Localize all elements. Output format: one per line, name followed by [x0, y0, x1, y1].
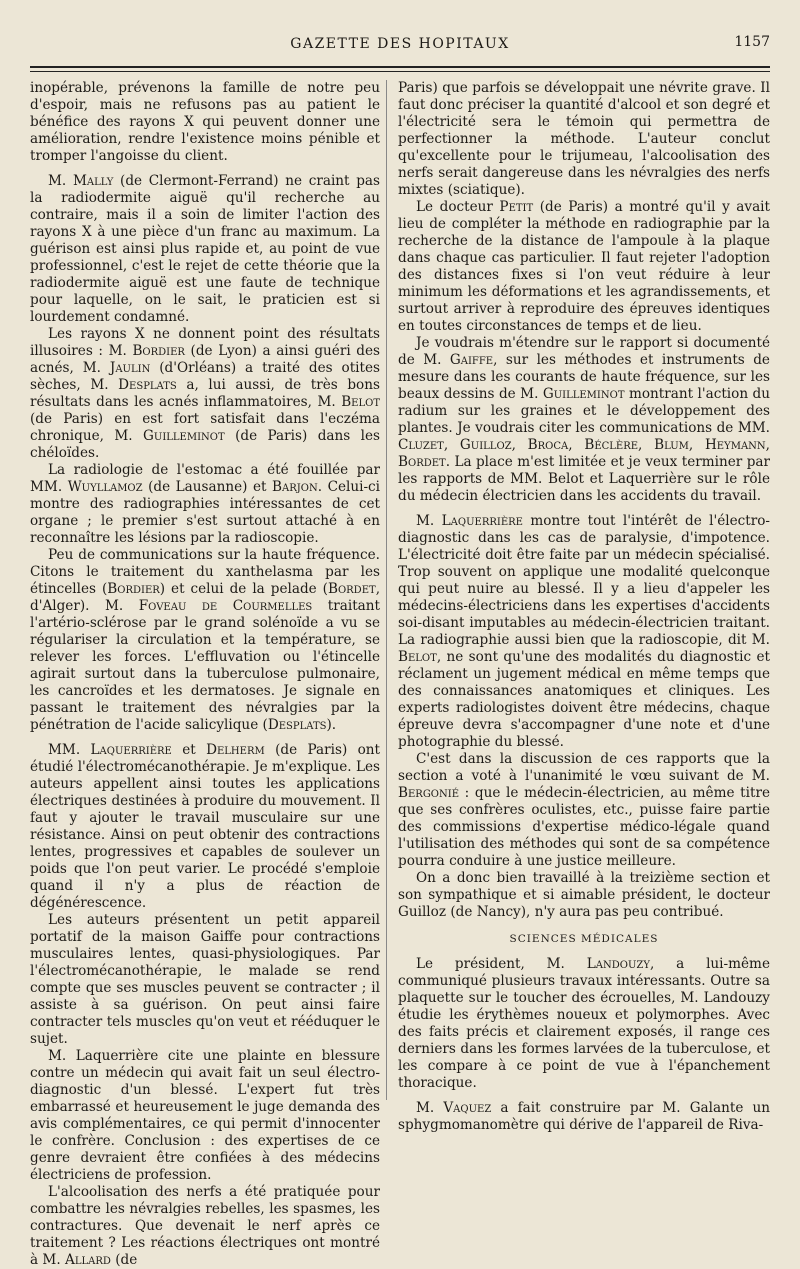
- author-name: Mally: [72, 173, 114, 189]
- paragraph: [398, 1100, 770, 1134]
- text-run: Le président, M.: [416, 956, 587, 972]
- text-run: M.: [48, 173, 73, 189]
- text-run: Je voudrais m'étendre sur le rapport si documenté de M.: [398, 335, 770, 368]
- text-run: : que le médecin-électricien, au même titre que ses confrères oculistes, etc., puisse faire partie des commissions d'expertise médico-légale quand l'utilisation des méthodes qui sont de sa compétence pourra conduire à une justice meilleure.: [398, 785, 770, 869]
- section-title: SCIENCES MÉDICALES: [509, 933, 659, 945]
- text-run: , a lui-même communiqué plusieurs travaux intéressants. Outre sa plaquette sur le toucher des écrouelles, M. Landouzy étudie les érythèmes noueux et polymorphes. Avec des faits précis et clairement exposés, il range ces derniers dans les formes larvées de la tuberculose, et les compare à ce point de vue à l'épanchement thoracique.: [398, 956, 770, 1091]
- paragraph: [398, 956, 770, 1092]
- text-run: a fait construire par M. Galante un sphygmomanomètre qui dérive de l'appareil de Riva-: [398, 1100, 770, 1133]
- paragraph: [30, 1184, 380, 1269]
- text-run: On a donc bien travaillé à la treizième section et son sympathique et si aimable président, le docteur Guilloz (de Nancy), n'y aura pas peu contribué.: [398, 870, 770, 920]
- paragraph: [398, 513, 770, 751]
- paragraph: [30, 547, 380, 734]
- text-run: . La place m'est limitée et je veux terminer par les rapports de MM. Belot et Laquerrière sur le rôle du médecin électricien dans les accidents du travail.: [398, 454, 770, 504]
- author-name: Bordier: [107, 581, 160, 597]
- text-run: traitant l'artério-sclérose par le grand solénoïde a vu se régulariser la circulation et la température, se relever les forces. L'effluvation ou l'étincelle agirait surtout dans la tuberculose pulmonaire, les cancroïdes et les dermatoses. Je signale en passant le traitement des névralgies par la pénétration de l'acide salicylique (: [30, 598, 380, 733]
- author-name: Desplats: [118, 377, 177, 393]
- text-run: La radiologie de l'estomac a été fouillée par MM.: [30, 462, 380, 495]
- author-name: Cluzet, Guilloz, Broca, Béclère, Blum, Heymann, Bordet: [398, 437, 770, 470]
- text-run: Le docteur: [416, 199, 500, 215]
- author-name: Barjon: [272, 479, 318, 495]
- author-name: Petit: [499, 199, 534, 215]
- author-name: Desplats: [267, 717, 327, 733]
- text-run: (de Clermont-Ferrand) ne craint pas la radiodermite aiguë qu'il recherche au contraire, mais il a soin de limiter l'action des rayons X à une pièce d'un franc au maximum. La guérison est ainsi plus rapide et, au point de vue professionnel, c'est le rejet de cette théorie que la radiodermite aiguë est une faute de technique pour laquelle, on le sait, le praticien est si lourdement condamné.: [30, 173, 380, 325]
- text-run: inopérable, prévenons la famille de notre peu d'espoir, mais ne refusons pas au patient le bénéfice des rayons X qui peuvent donner une amélioration, rendre l'existence moins pénible et tromper l'angoisse du client.: [30, 80, 380, 164]
- text-run: L'alcoolisation des nerfs a été pratiquée pour combattre les névralgies rebelles, les spasmes, les contractures. Que devenait le nerf après ce traitement ? Les réactions électriques ont montré à M.: [30, 1184, 380, 1268]
- text-run: M.: [416, 1100, 444, 1116]
- text-run: et: [171, 742, 207, 758]
- text-run: , d'Alger). M.: [30, 581, 381, 614]
- paragraph: [30, 80, 380, 165]
- author-name: Laquerrière: [90, 742, 172, 758]
- text-run: C'est dans la discussion de ces rapports que la section a voté à l'unanimité le vœu suivant de M.: [398, 751, 770, 784]
- text-run: montrant l'action du radium sur les graines et le développement des plantes. Je voudrais citer les communications de MM.: [398, 386, 770, 436]
- author-name: Belot: [341, 394, 380, 410]
- author-name: Gaiffe: [449, 352, 494, 368]
- author-name: Delherm: [206, 742, 265, 758]
- header-rule-thick: [30, 66, 770, 68]
- author-name: Bordier: [132, 343, 185, 359]
- text-run: (de: [110, 1252, 138, 1268]
- text-run: MM.: [48, 742, 91, 758]
- page-header: [30, 36, 770, 58]
- author-name: Laquerrière: [441, 513, 523, 529]
- author-name: Bergonié: [398, 785, 460, 801]
- paragraph: [30, 326, 380, 462]
- column-divider: [386, 80, 387, 1100]
- author-name: Vaquez: [443, 1100, 492, 1116]
- left-column: [30, 80, 380, 1269]
- paragraph: [398, 80, 770, 199]
- text-run: (d'Orléans) a traité des otites sèches, M.: [30, 360, 380, 393]
- text-run: , ne sont qu'une des modalités du diagnostic et réclament un jugement médical en même temps que des connaissances anatomiques et cliniques. Les experts radiologistes doivent être médecins, chaque épreuve devra s'accompagner d'une note et d'une photographie du blessé.: [398, 649, 770, 750]
- text-run: M. Laquerrière cite une plainte en blessure contre un médecin qui avait fait un seul électro-diagnostic d'un blessé. L'expert fut très embarrassé et heureusement le juge demanda des avis complémentaires, ce qui permit d'innocenter le confrère. Conclusion : des expertises de ce genre devraient être confiées à des médecins électriciens de profession.: [30, 1048, 380, 1183]
- author-name: Guilleminot: [542, 386, 625, 402]
- text-run: (de Paris) en est fort satisfait dans l'eczéma chronique, M.: [30, 411, 380, 444]
- text-run: ) et celui de la pelade (: [159, 581, 328, 597]
- text-run: ).: [326, 717, 337, 733]
- text-run: , sur les méthodes et instruments de mesure dans les courants de haute fréquence, sur les beaux dessins de M.: [398, 352, 770, 402]
- text-run: Les auteurs présentent un petit appareil portatif de la maison Gaiffe pour contractions musculaires lentes, quasi-physiologiques. Par l'électromécanothérapie, le malade se rend compte que ses muscles peuvent se contracter ; il assiste à sa guérison. On peut ainsi faire contracter tels muscles qu'on veut et rééduquer le sujet.: [30, 912, 380, 1047]
- paragraph: [398, 335, 770, 505]
- paragraph: [398, 199, 770, 335]
- right-column: [398, 80, 770, 1134]
- text-run: montre tout l'intérêt de l'électro-diagnostic dans les cas de paralysie, d'impotence. L'électricité doit être faite par un médecin spécialisé. Trop souvent on applique une modalité quelconque qui peut nuire au blessé. Il y a lieu d'appeler les médecins-électriciens dans les expertises d'accidents soi-disant imputables au médecin-électricien traitant. La radiographie aussi bien que la radioscopie, dit M.: [398, 513, 771, 648]
- paragraph: [30, 173, 380, 326]
- running-title: GAZETTE DES HOPITAUX: [290, 36, 510, 52]
- page-number: 1157: [734, 34, 770, 50]
- author-name: Landouzy: [586, 956, 650, 972]
- text-run: a, lui aussi, de très bons résultats dans les acnés inflammatoires, M.: [30, 377, 380, 410]
- author-name: Belot: [398, 649, 437, 665]
- text-run: (de Paris) ont étudié l'électromécanothérapie. Je m'explique. Les auteurs appellent ainsi toutes les applications électriques destinées à produire du mouvement. Il faut y ajouter le travail musculaire sur une résistance. Ainsi on peut obtenir des contractions lentes, progressives et capables de soulever un poids que l'on peut varier. Le procédé s'emploie quand il n'y a plus de réaction de dégénérescence.: [30, 742, 381, 911]
- text-run: (de Lyon) a ainsi guéri des acnés, M.: [30, 343, 380, 376]
- text-run: (de Lausanne) et: [142, 479, 273, 495]
- header-rule-thin: [30, 71, 770, 72]
- text-run: Peu de communications sur la haute fréquence. Citons le traitement du xanthelasma par les étincelles (: [30, 547, 380, 597]
- author-name: Wuyllamoz: [67, 479, 143, 495]
- author-name: Guilleminot: [143, 428, 225, 444]
- paragraph: [30, 742, 380, 912]
- text-run: Paris) que parfois se développait une névrite grave. Il faut donc préciser la quantité d'alcool et son degré et l'électricité sera le témoin qui permettra de perfectionner la méthode. L'auteur conclut qu'excellente pour le trijumeau, l'alcoolisation des nerfs serait dangereuse dans les névralgies des nerfs mixtes (sciatique).: [398, 80, 770, 198]
- right-column-part-a: [398, 80, 770, 921]
- text-run: M.: [416, 513, 442, 529]
- paragraph: [30, 912, 380, 1048]
- right-column-part-b: [398, 956, 770, 1134]
- text-run: (de Paris) dans les chéloïdes.: [30, 428, 381, 461]
- text-run: . Celui-ci montre des radiographies intéressantes de cet organe ; le premier s'est surtout attaché à en reconnaître les lésions par la radioscopie.: [30, 479, 381, 546]
- paragraph: [30, 1048, 380, 1184]
- author-name: Bordet: [327, 581, 376, 597]
- text-run: (de Paris) a montré qu'il y avait lieu de compléter la méthode en radiographie par la recherche de la distance de l'ampoule à la plaque dans chaque cas particulier. Il faut rejeter l'adoption des distances fixes si l'on veut réduire à leur minimum les déformations et les agrandissements, et surtout arriver à reproduire des épreuves identiques en toutes circonstances de temps et de lieu.: [398, 199, 770, 334]
- author-name: Jaulin: [109, 360, 151, 376]
- text-run: Les rayons X ne donnent point des résultats illusoires : M.: [30, 326, 380, 359]
- author-name: Allard: [65, 1252, 111, 1268]
- paragraph: [398, 870, 770, 921]
- paragraph: [398, 751, 770, 870]
- author-name: Foveau de Courmelles: [138, 598, 313, 614]
- paragraph: [30, 462, 380, 547]
